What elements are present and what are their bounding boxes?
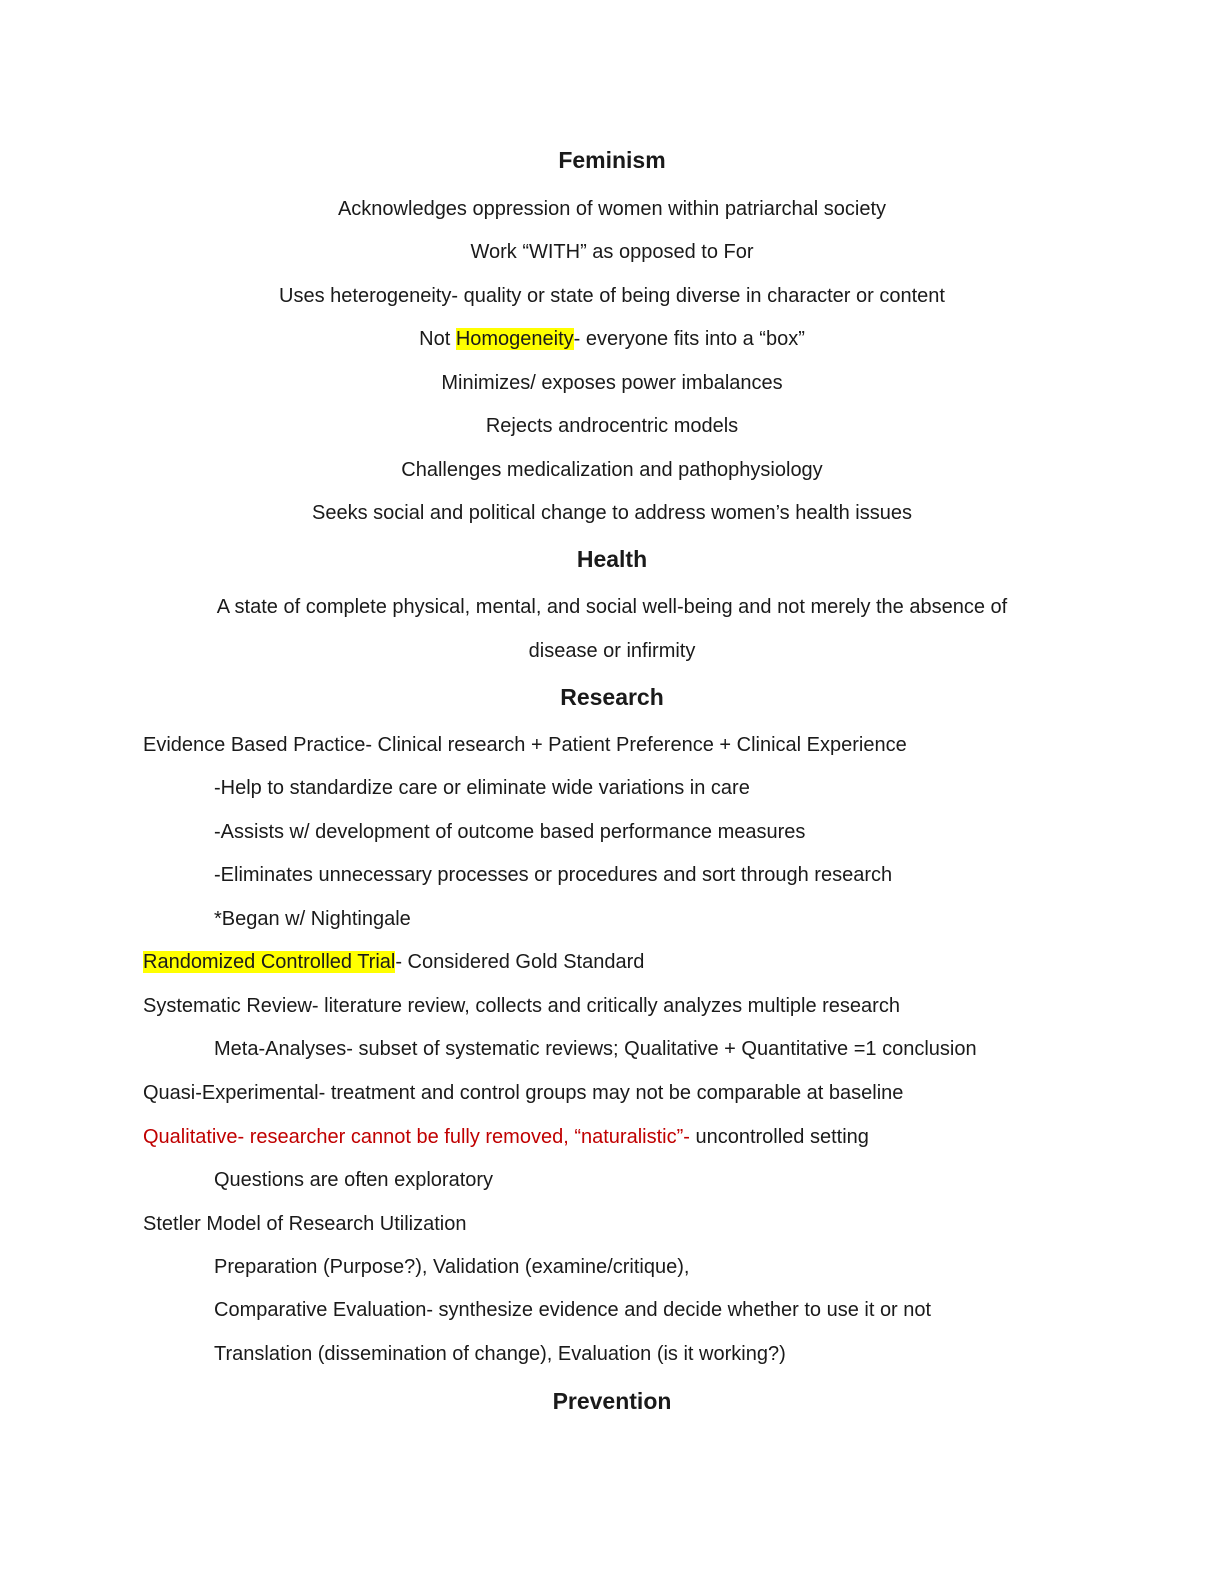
feminism-homogeneity-line xyxy=(0,326,1224,352)
feminism-line-6: Rejects androcentric models xyxy=(485,415,739,437)
feminism-line-8: Seeks social and political change to address women’s health issues xyxy=(312,502,912,524)
rct-highlight: Randomized Controlled Trial xyxy=(143,951,396,973)
qualitative-red-text: Qualitative- researcher cannot be fully removed, “naturalistic”- xyxy=(143,1126,690,1148)
stetler-line: Stetler Model of Research Utilization xyxy=(143,1213,467,1235)
homogeneity-highlight: Homogeneity xyxy=(455,328,574,350)
feminism-heading: Feminism xyxy=(558,147,666,173)
health-definition-line-1: A state of complete physical, mental, and social well-being and not merely the absence of xyxy=(216,596,1008,618)
quasi-experimental-line: Quasi-Experimental- treatment and control groups may not be comparable at baseline xyxy=(143,1082,904,1104)
qualitative-note: Questions are often exploratory xyxy=(214,1169,494,1191)
qualitative-rest: uncontrolled setting xyxy=(689,1126,869,1148)
meta-analyses-line: Meta-Analyses- subset of systematic reviews; Qualitative + Quantitative =1 conclusion xyxy=(214,1038,977,1060)
prevention-heading: Prevention xyxy=(552,1388,672,1414)
ebp-point-3: -Eliminates unnecessary processes or procedures and sort through research xyxy=(214,864,893,886)
feminism-line-7: Challenges medicalization and pathophysiology xyxy=(401,459,823,481)
ebp-point-1: -Help to standardize care or eliminate wide variations in care xyxy=(214,777,750,799)
health-heading: Health xyxy=(576,546,648,572)
feminism-line-3: Uses heterogeneity- quality or state of being diverse in character or content xyxy=(279,285,945,307)
stetler-point-2: Comparative Evaluation- synthesize evidence and decide whether to use it or not xyxy=(214,1299,932,1321)
ebp-point-4: *Began w/ Nightingale xyxy=(214,908,411,930)
research-heading: Research xyxy=(560,684,664,710)
homogeneity-prefix: Not xyxy=(419,328,456,350)
ebp-point-2: -Assists w/ development of outcome based performance measures xyxy=(214,821,806,843)
feminism-line-2: Work “WITH” as opposed to For xyxy=(470,241,754,263)
systematic-review-line: Systematic Review- literature review, collects and critically analyzes multiple research xyxy=(143,995,900,1017)
rct-rest: - Considered Gold Standard xyxy=(395,951,645,973)
homogeneity-suffix: - everyone fits into a “box” xyxy=(573,328,805,350)
stetler-point-3: Translation (dissemination of change), Evaluation (is it working?) xyxy=(214,1343,786,1365)
stetler-point-1: Preparation (Purpose?), Validation (examine/critique), xyxy=(214,1256,690,1278)
ebp-line: Evidence Based Practice- Clinical research + Patient Preference + Clinical Experience xyxy=(143,734,907,756)
qualitative-line xyxy=(0,1124,1224,1150)
feminism-line-1: Acknowledges oppression of women within patriarchal society xyxy=(337,198,887,220)
rct-line xyxy=(0,949,1224,975)
health-definition-line-2: disease or infirmity xyxy=(528,640,696,662)
feminism-line-5: Minimizes/ exposes power imbalances xyxy=(441,372,783,394)
